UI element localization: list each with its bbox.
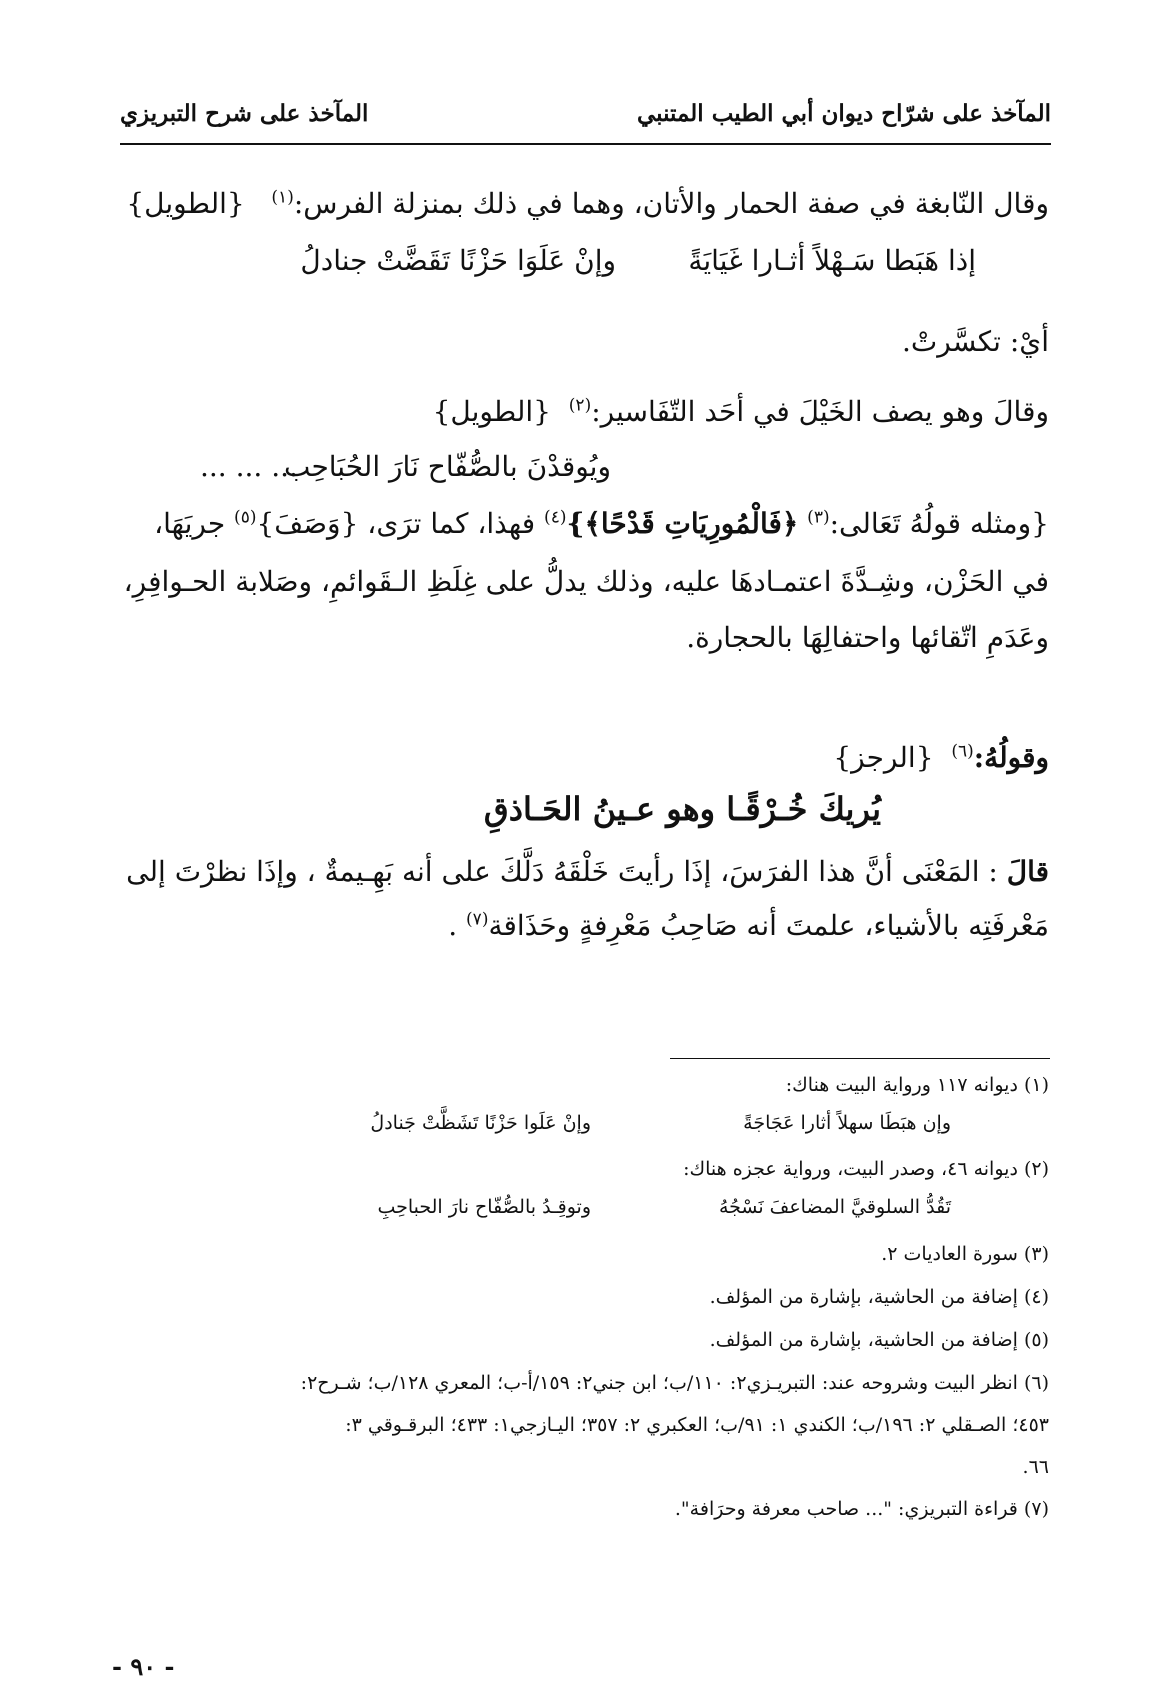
paragraph-text: {ومثله قولُهُ تَعَالى: [829,507,1049,540]
verse-intro-label: وقولُهُ: [973,741,1049,774]
footnote-1-verse-second: وإنْ عَلَوا حَزْنًا تَشَظَّتْ جَنادلُ [370,1112,591,1134]
qal-label: قالَ [1006,855,1049,888]
gloss-text: أيْ: تكسَّرتْ. [902,325,1049,358]
footnote-ref-2: (٢) [568,395,592,416]
paragraph-text: وقالَ وهو يصف الخَيْلَ في أحَد التّفَاسير: [591,395,1049,428]
footnote-ref-3: (٣) [807,507,830,528]
meter-label: {الطويل} [126,187,245,220]
paragraph-text: فهذا، كما ترَى، {وَصَفَ} [256,507,536,540]
paragraph-text: . [448,909,467,942]
paragraph-nabigha-intro [124,182,1049,227]
footnote-ref-4: (٤) [544,507,567,528]
quran-quote: ﴿فَالْمُورِيَاتِ قَدْحًا﴾} [566,507,799,540]
footnote-2: (٢) ديوانه ٤٦، وصدر البيت، ورواية عجزه هناك: [683,1158,1049,1180]
footnote-3: (٣) سورة العاديات ٢. [881,1243,1049,1265]
verse3-rajaz: يُريكَ خُـرْقًـا وهو عـينُ الحَـاذقِ [483,790,881,828]
footnote-7: (٧) قراءة التبريزي: "... صاحب معرفة وحرَافة". [674,1498,1049,1520]
meter-label: {الرجز} [833,741,934,774]
running-header-chapter-title: المآخذ على شرح التبريزي [120,100,369,127]
verse2-ellipsis: ... ... ... [200,450,298,483]
paragraph-commentary-line2 [124,904,1049,949]
footnote-6-line3: ٦٦. [1022,1456,1049,1478]
paragraph-text: جريَهَا، [154,507,226,540]
footnote-6-line2: ٤٥٣؛ الصـقلي ٢: ١٩٦/ب؛ الكندي ١: ٩١/ب؛ العكبري ٢: ٣٥٧؛ اليـازجي١: ٤٣٣؛ البرقـوقي ٣: [345,1414,1049,1436]
verse1-second-hemistich: وإنْ عَلَوَا حَزْنًا تَقَضَّتْ جنادلُ [300,244,616,277]
verse2-second-hemistich: ويُوقدْنَ بالصُّفّاح نَارَ الحُبَاحِب [283,450,611,483]
footnote-ref-1: (١) [271,187,294,208]
paragraph-quran-line3: وعَدَمِ اتّقائها واحتفالِهَا بالحجارة. [686,621,1049,654]
page-number: - ٩٠ - [112,1652,175,1681]
header-divider [120,143,1051,145]
paragraph-text: وقال النّابغة في صفة الحمار والأتان، وهما في ذلك بمنزلة الفرس: [293,187,1049,220]
footnote-ref-5: (٥) [234,507,257,528]
gloss-line [124,320,1049,365]
footnote-2-verse-first: تَقُدُّ السلوقيَّ المضاعفَ نَسْجُهُ [718,1196,951,1218]
paragraph-text: : المَعْنَى أنَّ هذا الفرَسَ، إذَا رأيتَ خَلْقَهُ دَلَّكَ على أنه بَهِـيمةٌ ، وإذَا نظرْتَ إلى [126,855,998,888]
footnote-divider [670,1058,1050,1059]
paragraph-commentary-line1 [124,850,1049,895]
paragraph-quran-line1 [124,502,1049,547]
footnote-ref-6: (٦) [951,741,974,762]
paragraph-verse-intro [124,736,1049,781]
paragraph-quran-line2: في الحَزْن، وشِـدَّةَ اعتمـادهَا عليه، وذلك يدلُّ على غِلَظِ الـقَوائمِ، وصَلابة الحـوافِرِ، [123,565,1049,598]
meter-label: {الطويل} [432,395,551,428]
footnote-1-verse-first: وإن هبَطَا سهلاً أثارا عَجَاجَةً [743,1112,951,1134]
paragraph-text: مَعْرفَتِه بالأشياء، علمتَ أنه صَاحِبُ مَعْرِفةٍ وحَذَاقة [488,909,1049,942]
footnote-4: (٤) إضافة من الحاشية، بإشارة من المؤلف. [709,1286,1049,1308]
footnote-ref-7: (٧) [466,909,489,930]
footnote-1: (١) ديوانه ١١٧ ورواية البيت هناك: [785,1074,1049,1096]
paragraph-horses-description [124,390,1049,435]
footnote-5: (٥) إضافة من الحاشية، بإشارة من المؤلف. [709,1329,1049,1351]
verse1-first-hemistich: إذا هَبَطا سَـهْلاً أثـارا غَيَايَةً [688,244,976,277]
running-header-book-title: المآخذ على شرّاح ديوان أبي الطيب المتنبي [637,100,1051,127]
footnote-2-verse-second: وتوقِـدُ بالصُّفّاح نارَ الحباحِبِ [377,1196,591,1218]
footnote-6-line1: (٦) انظر البيت وشروحه عند: التبريـزي٢: ١١٠/ب؛ ابن جني٢: ١٥٩/أ-ب؛ المعري ١٢٨/ب؛ شـرح٢: [300,1372,1049,1394]
